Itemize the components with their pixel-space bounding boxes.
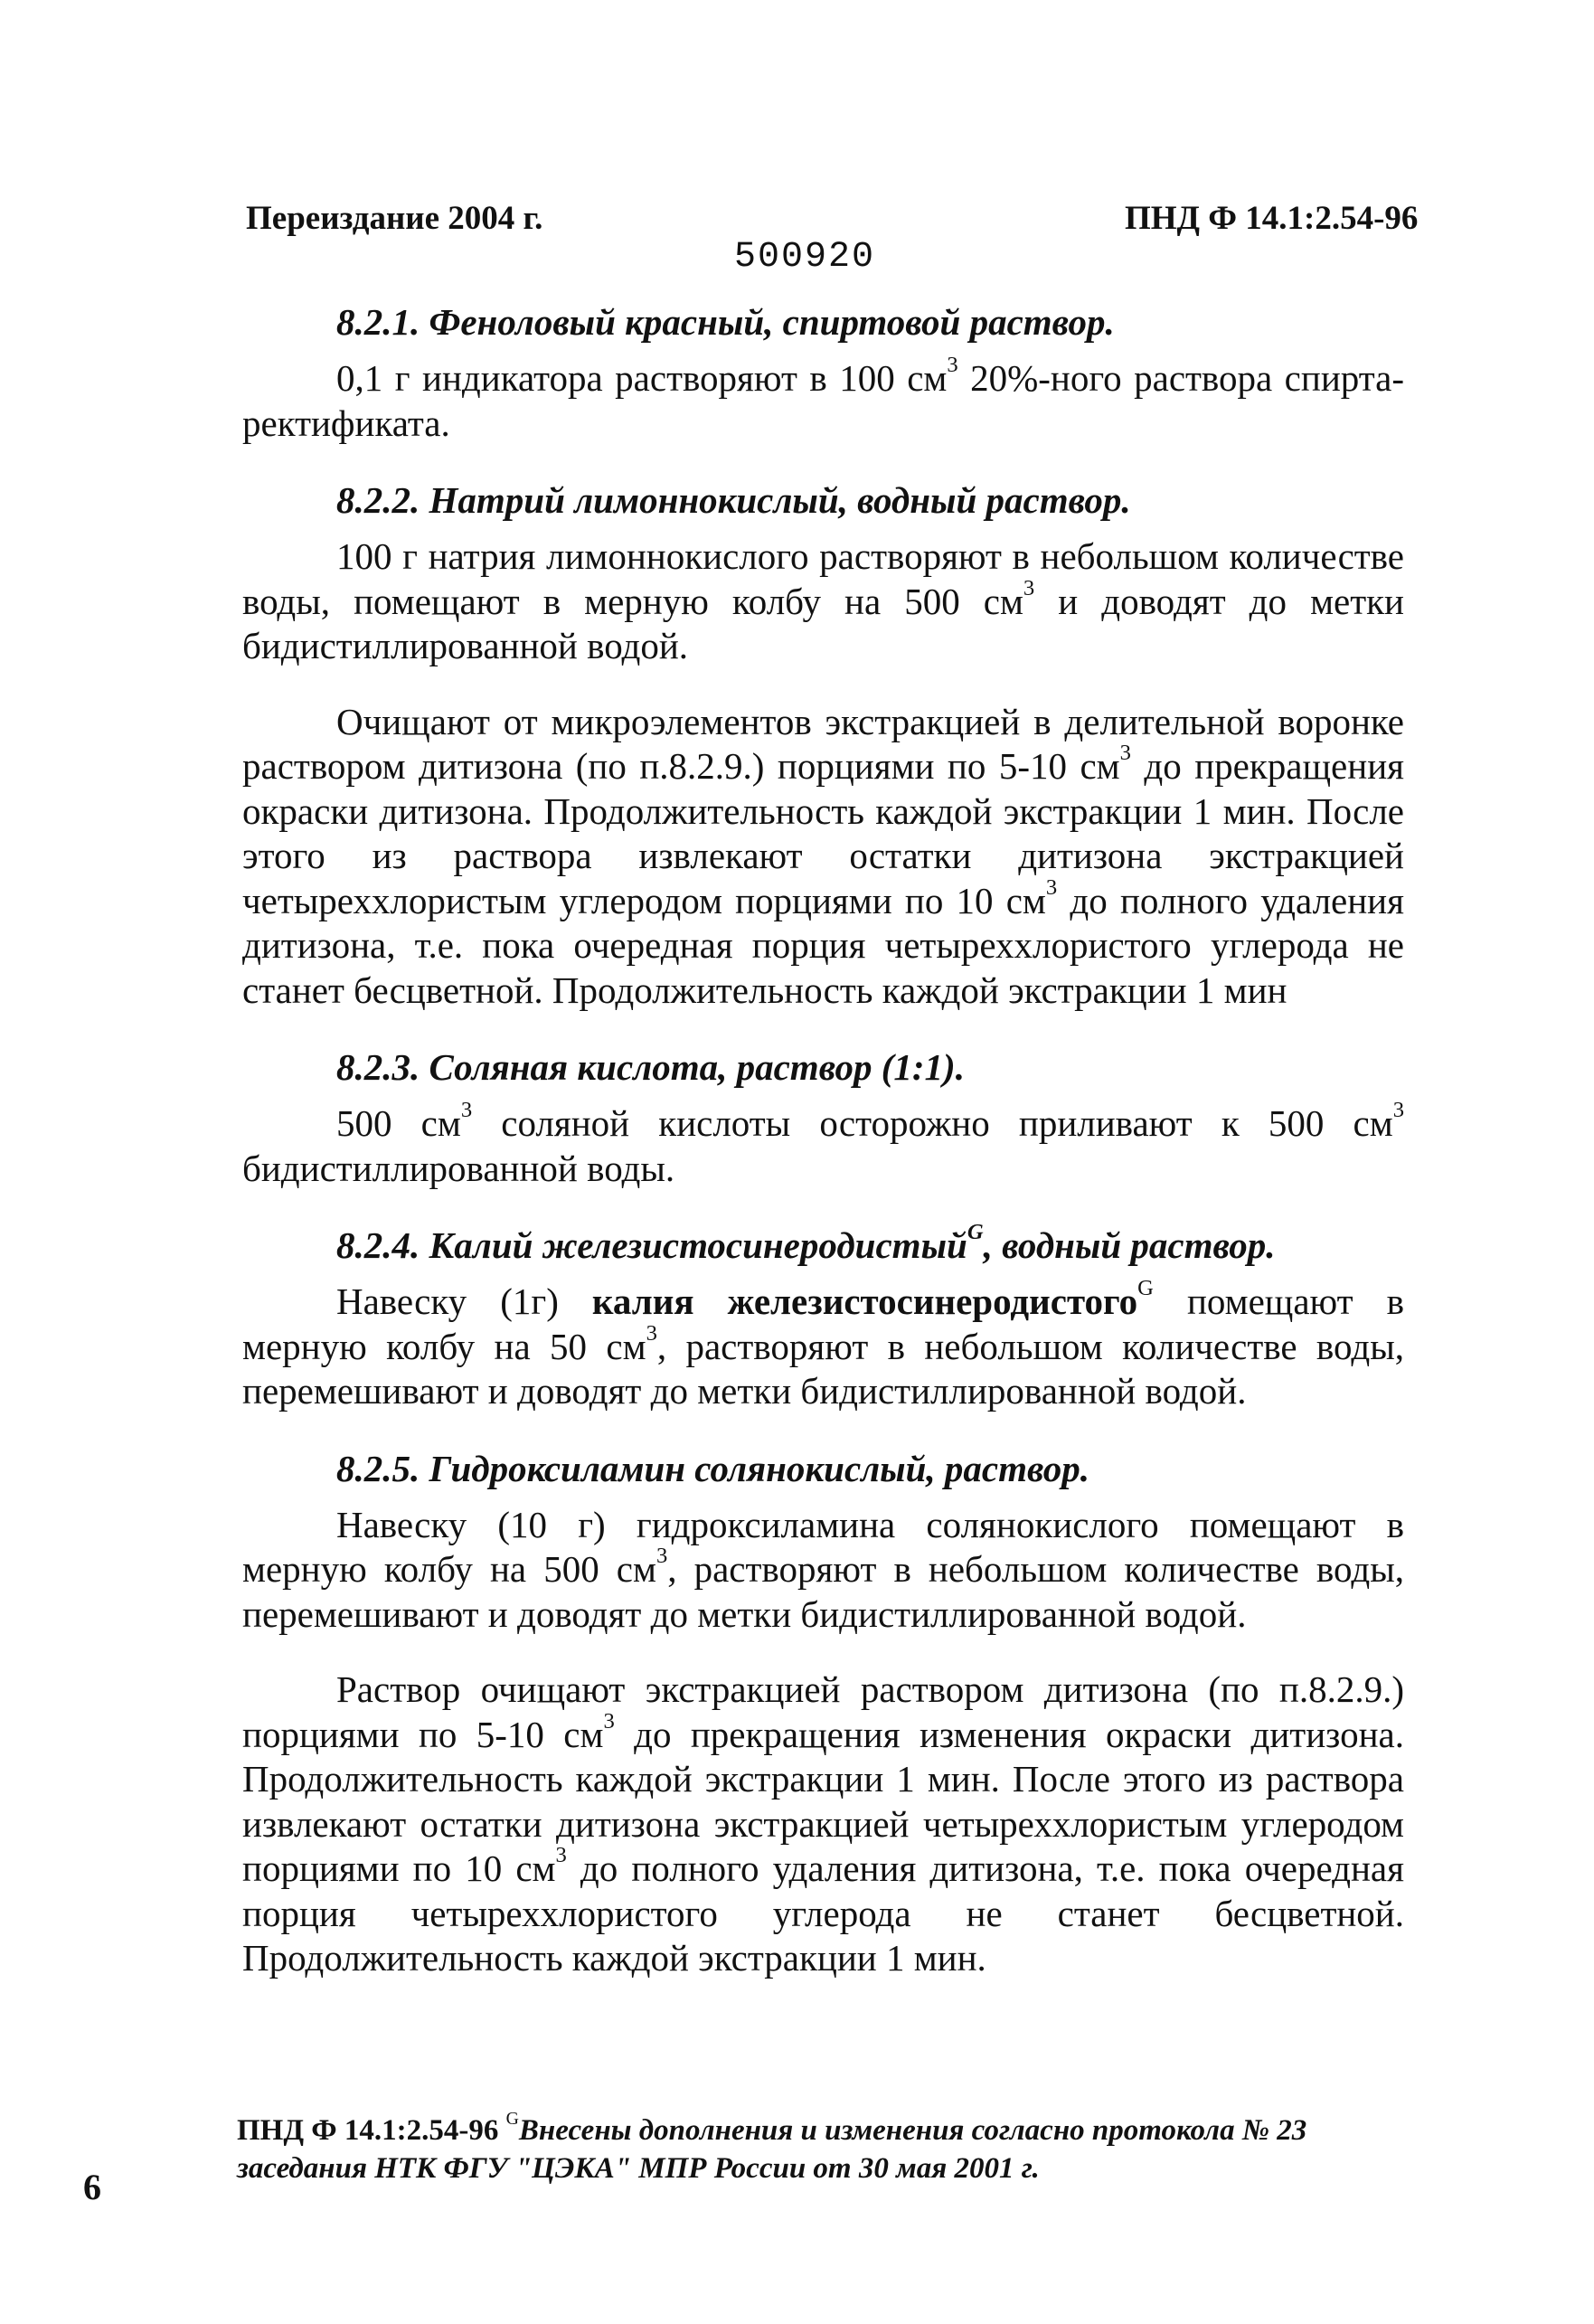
paragraph: 500 $см^3$ соляной кислоты осторожно приливают к 500 $см^3$ бидистиллированной воды. [242,1098,1405,1189]
section-8-2-2 [242,477,1404,1013]
section-heading: 8.2.5. Гидроксиламин солянокислый, раствор. [336,1447,1090,1489]
section-8-2-3 [242,1044,1404,1191]
amendment-mark: G [1137,1276,1154,1301]
paragraph: Очищают от микроэлементов экстракцией в делительной воронке раствором дитизона (по п.8.2.9.) порциями по 5-10 $см^3$ до прекращения окраски дитизона. Продолжительность каждой экстракции 1 мин. После этого из раствора извлекают остатки дитизона экстракцией четыреххлористым углеродом порциями по 10 $см^3$ до полного удаления дитизона, т.е. пока очередная порция четыреххлористого углерода не станет бесцветной. Продолжительность каждой экстракции 1 мин [242,700,1404,1011]
section-heading: 8.2.1. Феноловый красный, спиртовой раствор. [336,301,1115,343]
paragraph: 0,1 г индикатора растворяют в 100 $см^3$ 20%-ного раствора спирта-ректификата. [242,353,1404,444]
section-heading: 8.2.3. Соляная кислота, раствор (1:1). [336,1046,965,1088]
document-body [242,298,1404,2012]
paragraph: Навеску (1г) калия железистосинеродистого$^G$ помещают в мерную колбу на 50 $см^3$, растворяют в небольшом количестве воды, перемешивают и доводят до метки бидистиллированной водой. [242,1276,1404,1412]
paragraph: Навеску (10 г) гидроксиламина солянокислого помещают в мерную колбу на 500 $см^3$, растворяют в небольшом количестве воды, перемешивают и доводят до метки бидистиллированной водой. [242,1503,1404,1635]
amendment-mark: G [967,1220,984,1245]
section-heading: 8.2.4. Калий железистосинеродистый$^G$, водный раствор. [336,1220,1276,1266]
paragraph: Раствор очищают экстракцией раствором дитизона (по п.8.2.9.) порциями по 5-10 $см^3$ до прекращения изменения окраски дитизона. Продолжительность каждой экстракции 1 мин. После этого из раствора извлекают остатки дитизона экстракцией четыреххлористым углеродом порциями по 10 $см^3$ до полного удаления дитизона, т.е. пока очередная порция четыреххлористого углерода не станет бесцветной. Продолжительность каждой экстракции 1 мин. [242,1668,1404,1979]
amendment-footnote [237,2111,1412,2187]
footnote-document-code: ПНД Ф 14.1:2.54-96 [237,2114,499,2147]
section-8-2-4 [242,1222,1404,1414]
document-code: ПНД Ф 14.1:2.54-96 [1125,200,1419,237]
archive-stamp-number: 500920 [734,237,876,278]
amendment-mark: G [505,2109,519,2130]
page-number: 6 [83,2167,101,2207]
section-8-2-1 [242,298,1404,446]
section-heading: 8.2.2. Натрий лимоннокислый, водный раствор. [336,479,1131,521]
section-8-2-5 [242,1445,1404,1981]
footnote-text: Внесены дополнения и изменения согласно протокола № 23 заседания НТК ФГУ "ЦЭКА" МПР России от 30 мая 2001 г. [237,2114,1307,2185]
paragraph: 100 г натрия лимоннокислого растворяют в небольшом количестве воды, помещают в мерную колбу на 500 $см^3$ и доводят до метки бидистиллированной водой. [242,535,1404,666]
reissue-note: Переиздание 2004 г. [246,200,543,237]
